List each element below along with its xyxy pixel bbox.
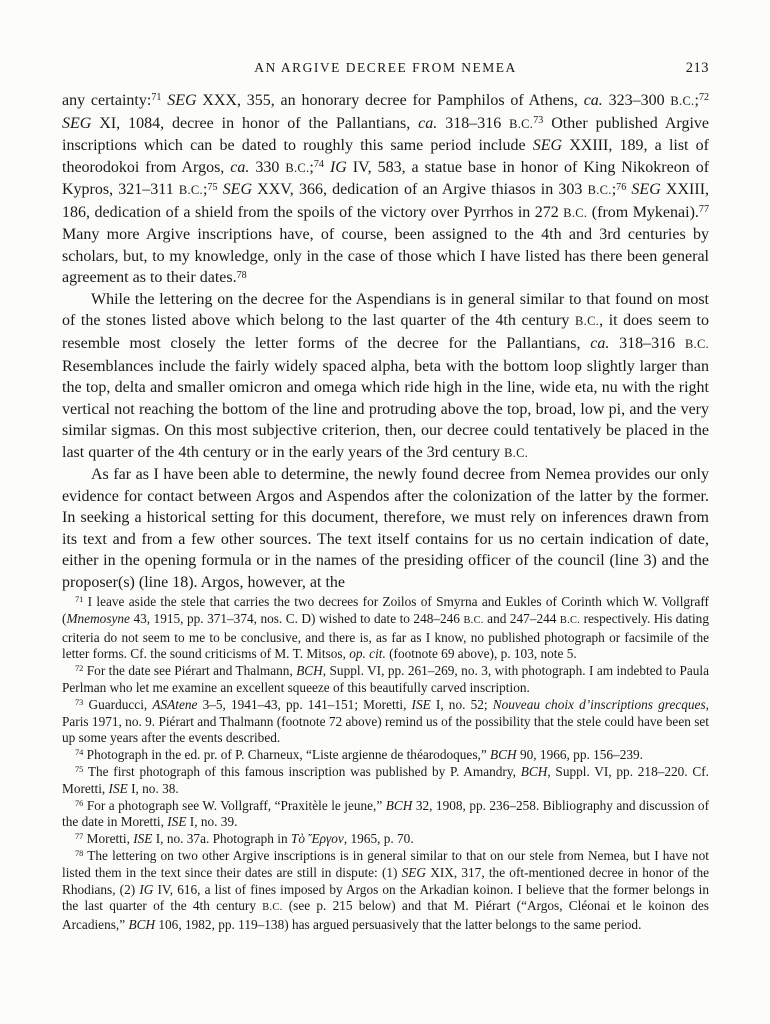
superscript-note-number: 73 [533,115,544,127]
footnote-75: $^{75}$ The first photograph of this famous inscription was published by P. Amandry, BCH, Suppl. VI, pp. 218–220. Cf. Moretti, ISE I, no. 38. [62,763,710,796]
superscript-note-number: 76 [616,181,627,193]
footnote-77: $^{77}$ Moretti, ISE I, no. 37a. Photograph in Τὸ Ἔργον, 1965, p. 70. [75,831,414,847]
running-head [62,60,709,78]
superscript-note-number: 77 [75,832,84,842]
superscript-note-number: 75 [75,765,84,775]
running-head-title: AN ARGIVE DECREE FROM NEMEA [254,60,517,75]
superscript-note-number: 72 [698,92,710,104]
superscript-note-number: 71 [151,92,162,104]
superscript-note-number: 72 [75,664,84,674]
superscript-note-number: 77 [698,204,709,216]
superscript-note-number: 76 [75,798,84,808]
superscript-note-number: 75 [207,181,218,193]
body-text [62,90,709,594]
superscript-note-number: 71 [75,595,84,605]
footnote-76: $^{76}$ For a photograph see W. Vollgraff, “Praxitèle le jeune,” BCH 32, 1908, pp. 236–258. Bibliography and discussion of the date in Moretti, ISE I, no. 39. [62,797,710,830]
page-number: 213 [685,60,709,76]
paragraph-continuation: any certainty:$^{71}$ SEG XXX, 355, an honorary decree for Pamphilos of Athens, ca. 323–300 B.C.;$^{72}$ SEG XI, 1084, decree in honor of the Pallantians, ca. 318–316 B.C.$^{73}$ Other published Argive inscriptions which can be dated to roughly this same period include SEG XXIII, 189, a list of theorodokoi from Argos, ca. 330 B.C.;$^{74}$ IG IV, 583, a statue base in honor of King Nikokreon of Kypros, 321–311 B.C.;$^{75}$ SEG XXV, 366, dedication of an Argive thiasos in 303 B.C.;$^{76}$ SEG XXIII, 186, dedication of a shield from the spoils of the victory over Pyrrhos in 272 B.C. (from Mykenai).$^{77}$ Many more Argive inscriptions have, of course, been assigned to the 4th and 3rd centuries by scholars, but, to my knowledge, only in the case of those which I have listed has there been general agreement as to their dates.$^{78}$ [62,92,710,287]
paragraph-historical-setting: As far as I have been able to determine, the newly found decree from Nemea provides our only evidence for contact between Argos and Aspendos after the colonization of the latter by the former. In seeking a historical setting for this document, therefore, we must rely on inferences drawn from its text and from a few other sources. The text itself contains for us no certain indication of date, either in the opening formula or in the names of the presiding officer of the council (line 3) and the proposer(s) (line 18). Argos, however, at the [62,466,709,592]
superscript-note-number: 73 [75,698,84,708]
footnotes [62,594,709,934]
footnote-73: $^{73}$ Guarducci, ASAtene 3–5, 1941–43, pp. 141–151; Moretti, ISE I, no. 52; Nouveau choix d’inscriptions grecques, Paris 1971, no. 9. Piérart and Thalmann (footnote 72 above) remind us of the possibility that the stele could have been set up some years after the events described. [62,696,709,746]
paragraph-lettering-comparison: While the lettering on the decree for the Aspendians is in general similar to that found on most of the stones listed above which belong to the last quarter of the 4th century B.C., it does seem to resemble most closely the letter forms of the decree for the Pallantians, ca. 318–316 B.C. Resemblances include the fairly widely spaced alpha, beta with the bottom loop slightly larger than the top, delta and smaller omicron and omega which ride high in the line, wide eta, nu with the right vertical not reaching the bottom of the line and protruding above the top, broad, low pi, and the very similar sigmas. On this most subjective criterion, then, our decree could tentatively be placed in the last quarter of the 4th century or in the early years of the 3rd century B.C. [62,290,710,461]
footnote-71: $^{71}$ I leave aside the stele that carries the two decrees for Zoilos of Smyrna and Eukles of Corinth which W. Vollgraff (Mnemosyne 43, 1915, pp. 371–374, nos. C. D) wished to date to 248–246 B.C. and 247–244 B.C. respectively. His dating criteria do not seem to me to be conclusive, and there is, as far as I know, no published photograph or facsimile of the letter forms. Cf. the sound criticisms of M. T. Mitsos, op. cit. (footnote 69 above), p. 103, note 5. [62,594,709,662]
superscript-note-number: 78 [236,269,247,281]
footnote-78: $^{78}$ The lettering on two other Argive inscriptions is in general similar to that on our stele from Nemea, but I have not listed them in the text since their dates are still in dispute: (1) SEG XIX, 317, the oft-mentioned decree in honor of the Rhodians, (2) IG IV, 616, a list of fines imposed by Argos on the Arkadian koinon. I believe that the former belongs in the last quarter of the 4th century B.C. (see p. 215 below) and that M. Piérart (“Argos, Cléonai et le koinon des Arcadiens,” BCH 106, 1982, pp. 119–138) has argued persuasively that the latter belongs to the same period. [62,847,709,933]
superscript-note-number: 78 [75,849,84,859]
footnote-72: $^{72}$ For the date see Piérart and Thalmann, BCH, Suppl. VI, pp. 261–269, no. 3, with photograph. I am indebted to Paula Perlman who let me examine an excellent squeeze of this beautifully carved inscription. [62,663,709,695]
footnote-74: $^{74}$ Photograph in the ed. pr. of P. Charneux, “Liste argienne de théarodoques,” BCH 90, 1966, pp. 156–239. [75,747,643,763]
superscript-note-number: 74 [313,159,324,171]
superscript-note-number: 74 [75,748,84,758]
